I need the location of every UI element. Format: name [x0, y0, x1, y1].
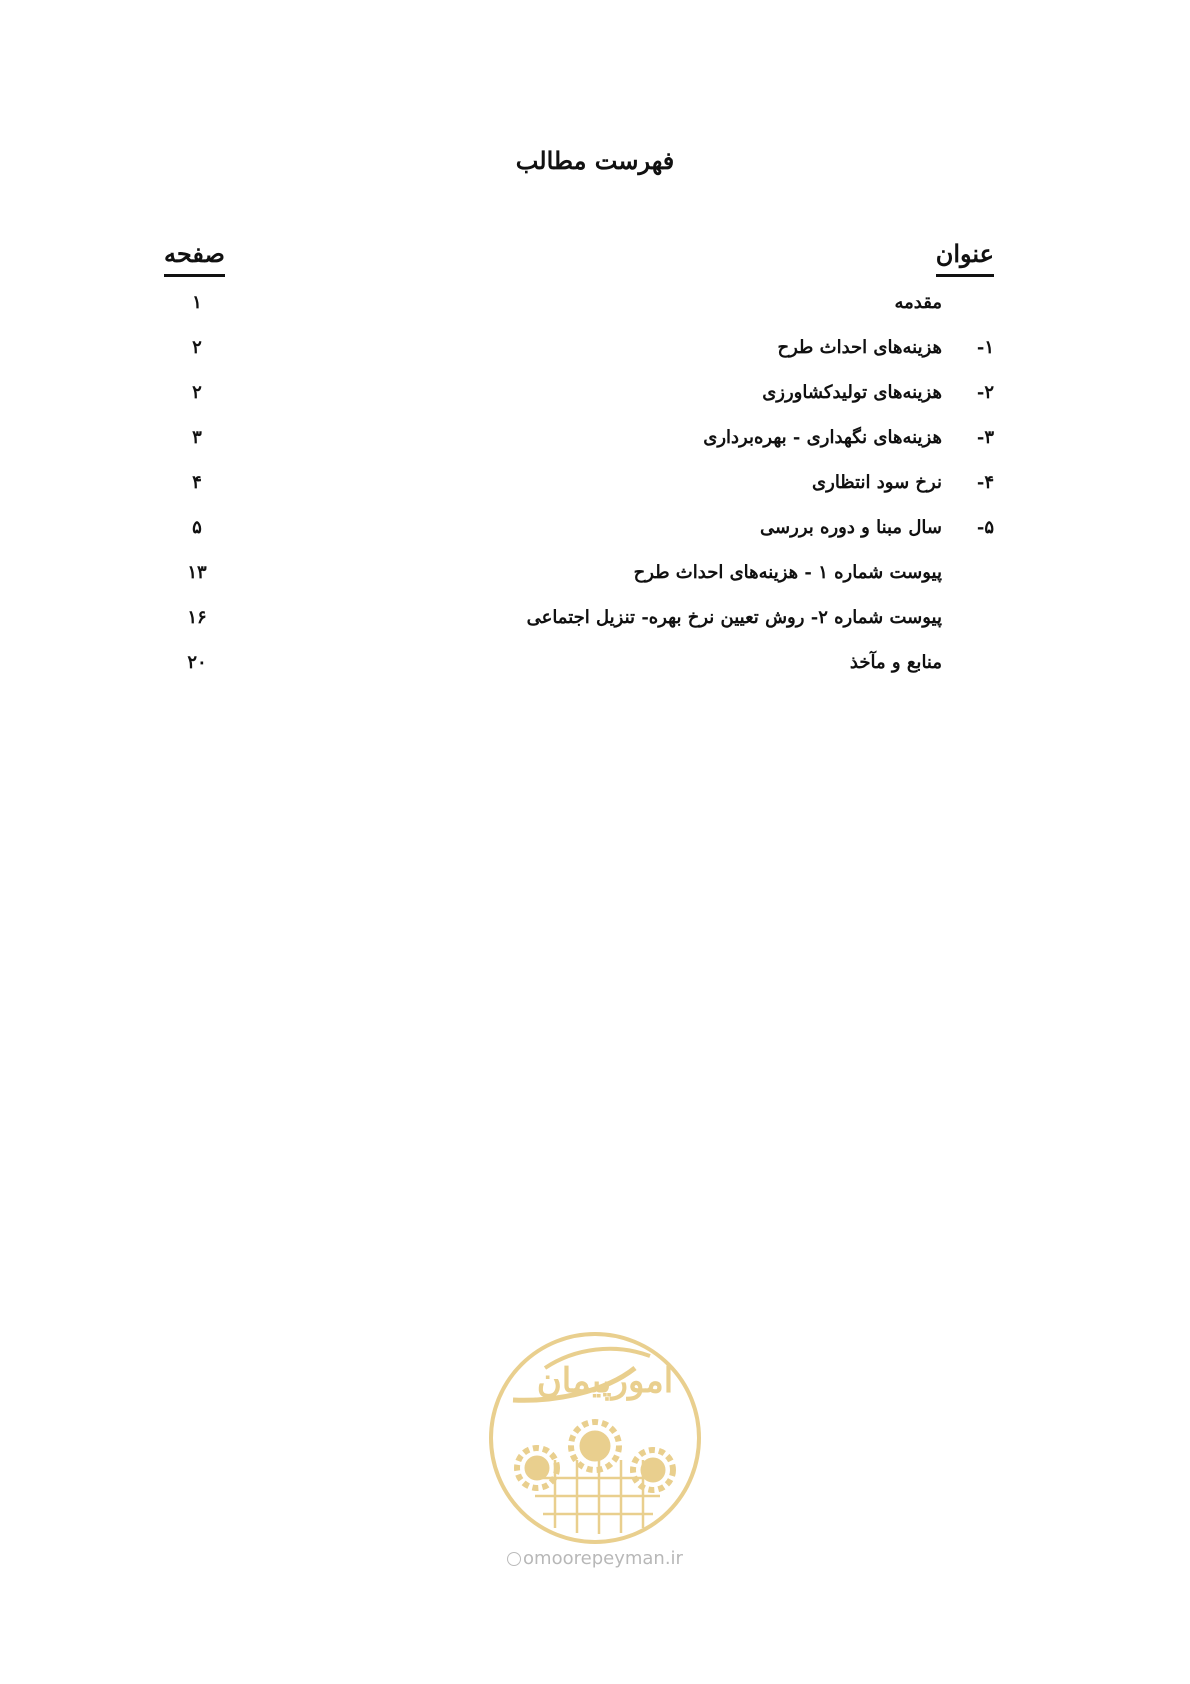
- toc-entry-label: هزینه‌های تولیدکشاورزی: [762, 382, 942, 403]
- toc-entry-number: ۳-: [976, 427, 994, 448]
- toc-entry-label: پیوست شماره ۱ - هزینه‌های احداث طرح: [633, 562, 942, 583]
- toc-entry-page: ۱۶: [187, 607, 207, 628]
- toc-entry-appendix-1[interactable]: [160, 550, 994, 595]
- toc-entry-page: ۱۳: [187, 562, 207, 583]
- toc-entry-label: پیوست شماره ۲- روش تعیین نرخ بهره- تنزیل اجتماعی: [526, 607, 942, 628]
- toc-entry-title: [762, 370, 994, 415]
- toc-entry-number: ۲-: [976, 382, 994, 403]
- column-header-page: صفحه: [164, 242, 225, 277]
- toc-entry-title: [895, 280, 995, 325]
- toc-entry-label: سال مبنا و دوره بررسی: [760, 517, 942, 538]
- toc-entry-title: [850, 640, 994, 685]
- toc-entry-number: ۵-: [976, 517, 994, 538]
- toc-entry-title: [703, 415, 994, 460]
- toc-entry-page: ۴: [192, 472, 202, 493]
- watermark-url: [400, 1548, 790, 1569]
- table-of-contents: [160, 280, 994, 685]
- toc-entry-construction-costs[interactable]: [160, 325, 994, 370]
- toc-entry-title: [760, 505, 994, 550]
- globe-icon: [507, 1552, 521, 1566]
- toc-entry-title: [527, 595, 994, 640]
- toc-entry-label: مقدمه: [894, 292, 942, 313]
- toc-entry-number: ۱-: [976, 337, 994, 358]
- column-header-title: عنوان: [936, 242, 994, 277]
- toc-entry-title: [634, 550, 994, 595]
- toc-entry-agricultural-costs[interactable]: [160, 370, 994, 415]
- toc-entry-maintenance-costs[interactable]: [160, 415, 994, 460]
- toc-entry-appendix-2[interactable]: [160, 595, 994, 640]
- toc-entry-intro[interactable]: [160, 280, 994, 325]
- toc-entry-page: ۱: [192, 292, 202, 313]
- watermark-url-text: omoorepeyman.ir: [523, 1548, 683, 1569]
- toc-entry-page: ۲: [192, 382, 202, 403]
- toc-entry-page: ۵: [192, 517, 202, 538]
- toc-entry-label: منابع و مآخذ: [849, 652, 942, 673]
- logo-text: امورپیمان: [536, 1361, 674, 1401]
- toc-entry-page: ۳: [192, 427, 202, 448]
- toc-entry-base-year[interactable]: [160, 505, 994, 550]
- toc-entry-expected-profit-rate[interactable]: [160, 460, 994, 505]
- toc-entry-title: [777, 325, 994, 370]
- page-title: فهرست مطالب: [515, 146, 675, 175]
- toc-entry-number: ۴-: [976, 472, 994, 493]
- toc-entry-page: ۲: [192, 337, 202, 358]
- toc-entry-page: ۲۰: [187, 652, 207, 673]
- toc-entry-label: نرخ سود انتظاری: [812, 472, 942, 493]
- toc-entry-references[interactable]: [160, 640, 994, 685]
- toc-entry-label: هزینه‌های نگهداری - بهره‌برداری: [703, 427, 942, 448]
- toc-entry-label: هزینه‌های احداث طرح: [777, 337, 942, 358]
- watermark-logo-icon: [485, 1328, 705, 1548]
- toc-entry-title: [812, 460, 994, 505]
